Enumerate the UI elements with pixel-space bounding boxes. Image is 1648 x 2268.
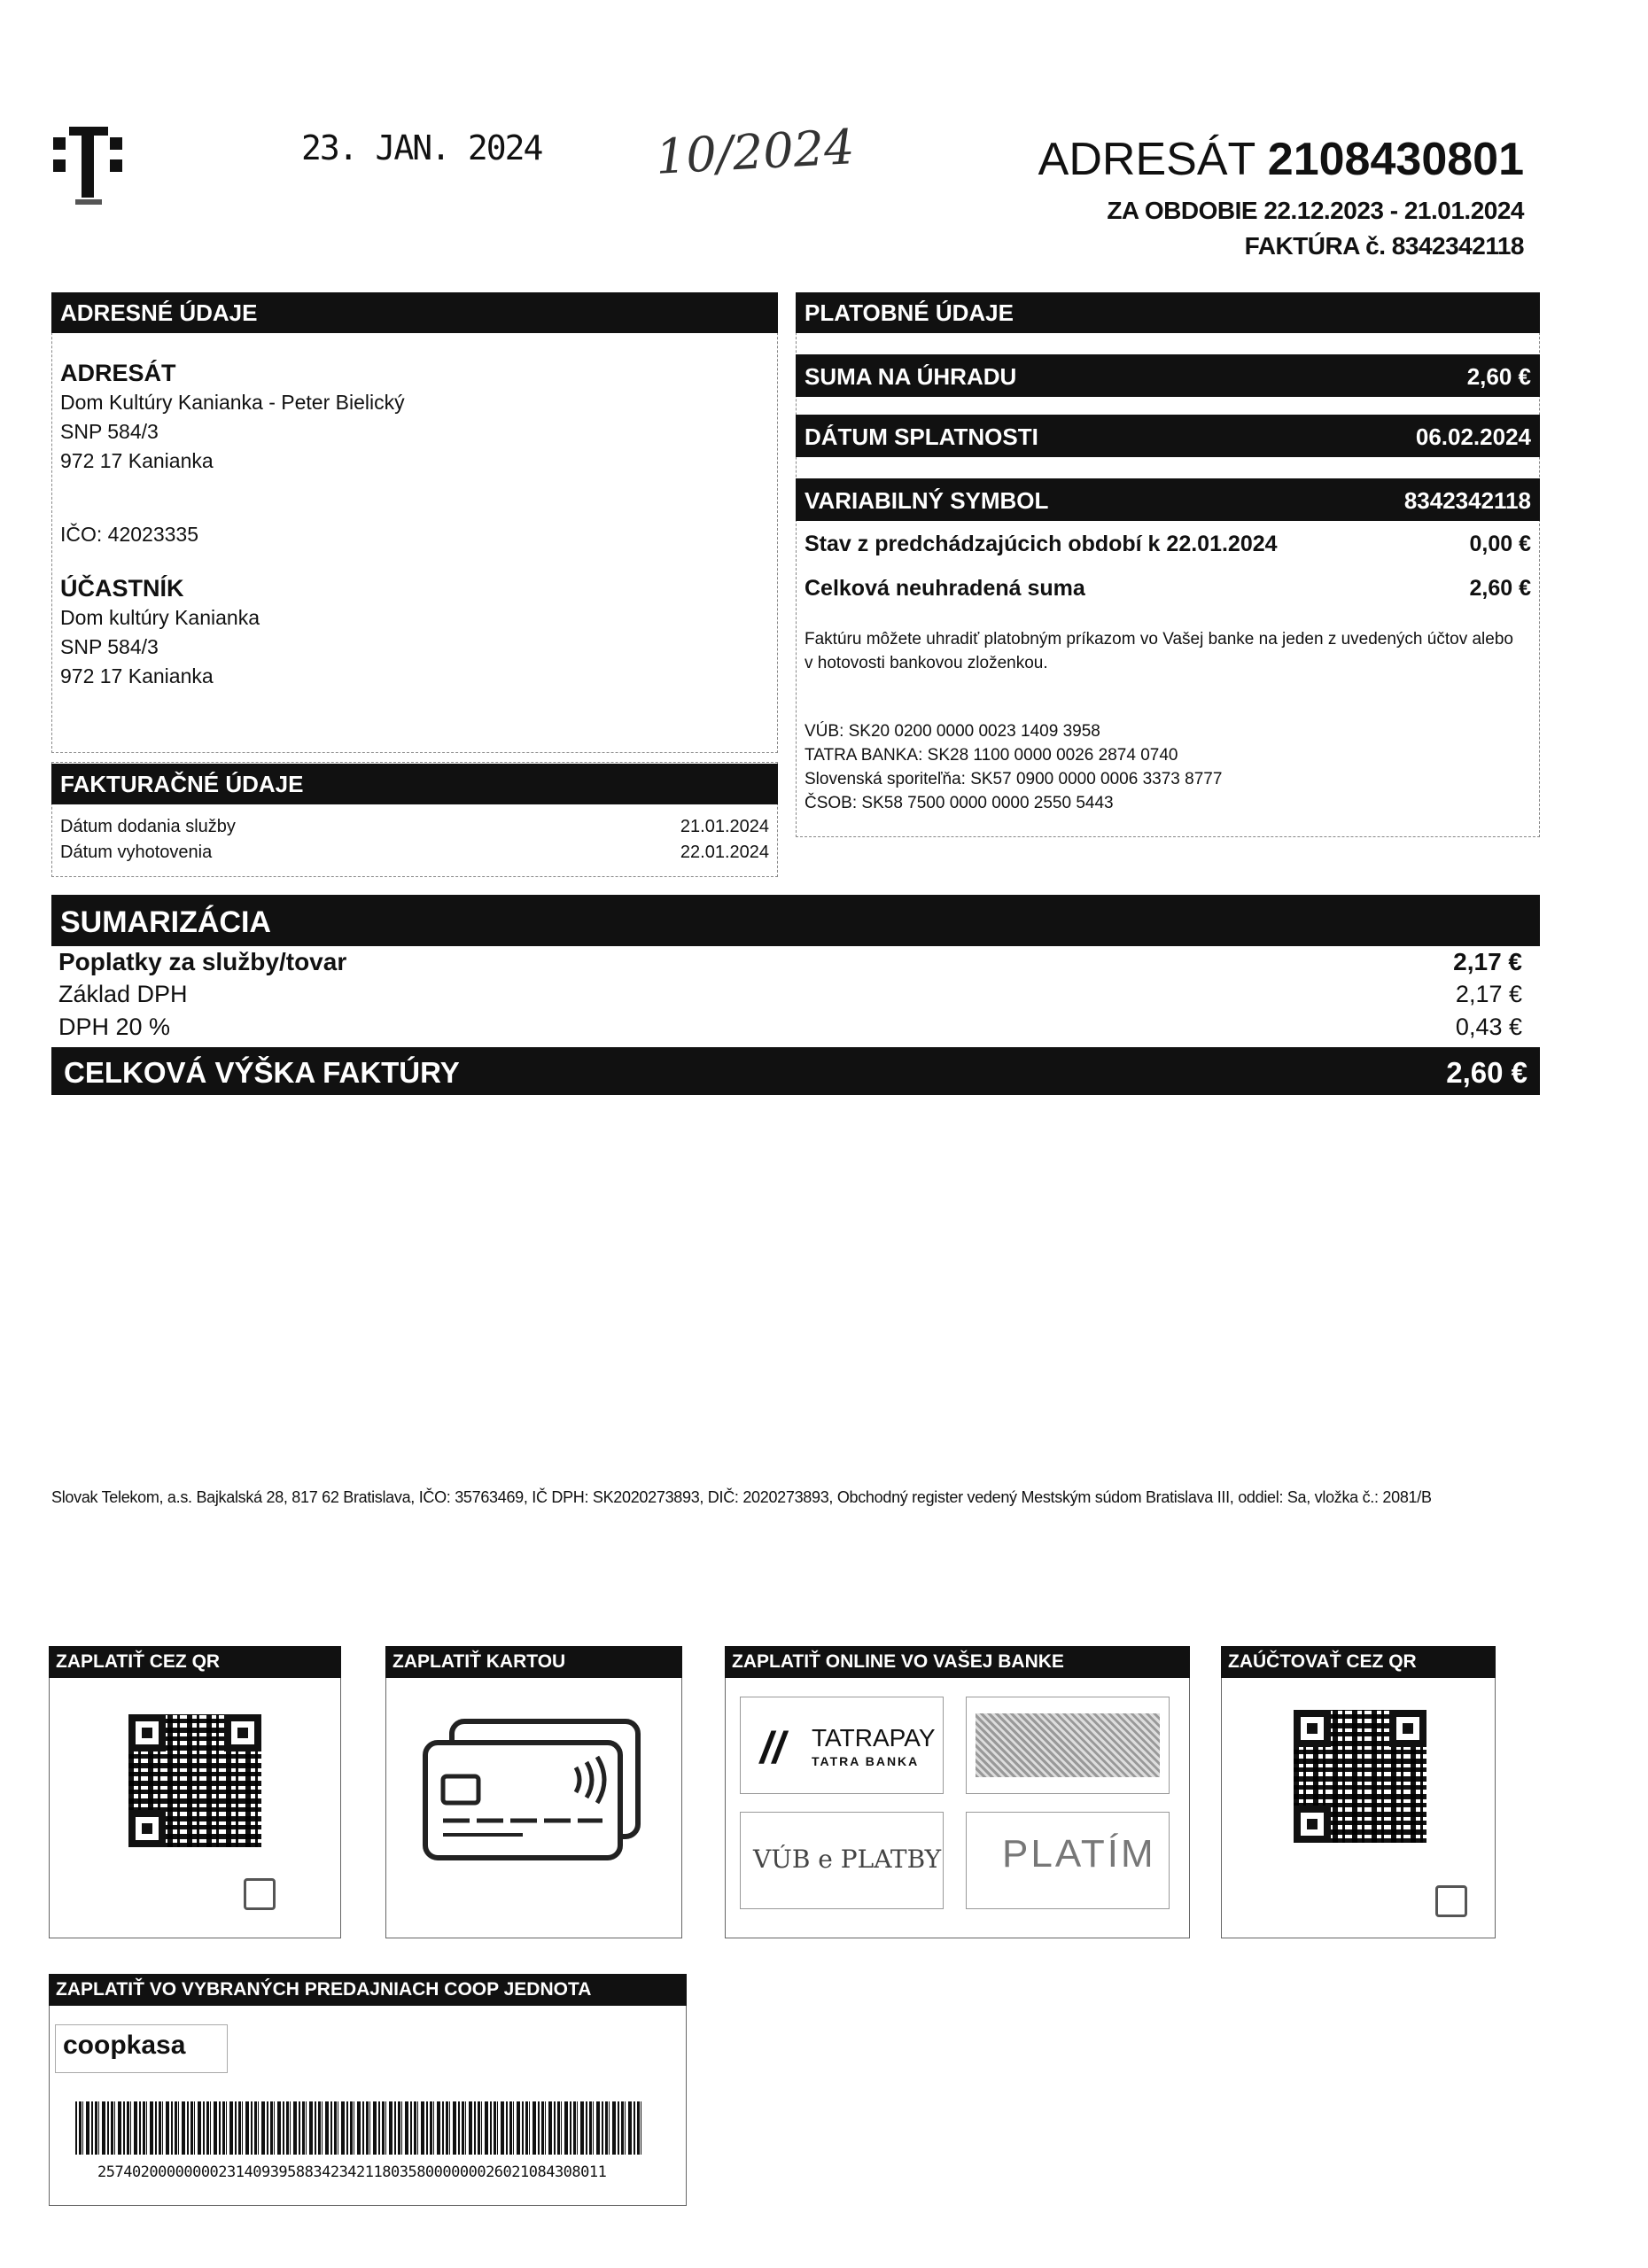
barcode-number: 25740200000000231409395883423421180358000000026021084308011 (97, 2163, 607, 2181)
variable-symbol-bar: VARIABILNÝ SYMBOL 8342342118 (796, 478, 1540, 521)
payment-section-title: PLATOBNÉ ÚDAJE (796, 292, 1540, 333)
tatrapay-button[interactable] (740, 1697, 944, 1794)
amount-due-bar: SUMA NA ÚHRADU 2,60 € (796, 354, 1540, 397)
adresat-line: 972 17 Kanianka (60, 449, 214, 472)
unpaid-total-row: Celková neuhradená suma 2,60 € (805, 576, 1531, 601)
coop-title: ZAPLATIŤ VO VYBRANÝCH PREDAJNIACH COOP JEDNOTA (49, 1974, 687, 2006)
adresat-heading (1038, 133, 1524, 186)
tatrapay-name: TATRAPAY (812, 1724, 936, 1751)
ucastnik-line: SNP 584/3 (60, 635, 159, 658)
sporopay-button[interactable] (966, 1697, 1170, 1794)
handwritten-note: 10/2024 (654, 119, 856, 185)
invoice-number: FAKTÚRA č. 8342342118 (1244, 232, 1524, 260)
billing-row: Dátum vyhotovenia 22.01.2024 (60, 843, 769, 862)
credit-card-icon (416, 1714, 647, 1869)
pay-card-title: ZAPLATIŤ KARTOU (385, 1646, 682, 1678)
adresat-number: 2108430801 (1267, 134, 1524, 185)
ucastnik-line: 972 17 Kanianka (60, 664, 214, 687)
invoice-total-bar: CELKOVÁ VÝŠKA FAKTÚRY 2,60 € (51, 1047, 1540, 1095)
billing-row: Dátum dodania služby 21.01.2024 (60, 817, 769, 836)
summary-section-title: SUMARIZÁCIA (51, 895, 1540, 946)
payment-note: Faktúru môžete uhradiť platobným príkazom vo Vašej banke na jeden z uvedených účtov alebo v hotovosti bankovou zloženkou. (805, 630, 1513, 672)
adresat-label: ADRESÁT (60, 360, 176, 386)
address-content (60, 359, 405, 691)
variable-symbol-value: 8342342118 (1403, 487, 1531, 514)
summary-row: Základ DPH 2,17 € (58, 981, 1522, 1007)
vub-eplatby-button[interactable] (740, 1812, 944, 1909)
previous-balance-row: Stav z predchádzajúcich období k 22.01.2024 0,00 € (805, 532, 1531, 556)
bank-account: TATRA BANKA: SK28 1100 0000 0026 2874 0740 (805, 746, 1178, 765)
coopkasa-logo-text: coopkasa (63, 2031, 186, 2060)
billing-period: ZA OBDOBIE 22.12.2023 - 21.01.2024 (1107, 197, 1524, 224)
due-date-bar: DÁTUM SPLATNOSTI 06.02.2024 (796, 415, 1540, 457)
adresat-line: SNP 584/3 (60, 420, 159, 443)
address-section-title: ADRESNÉ ÚDAJE (51, 292, 778, 333)
coopkasa-logo (55, 2024, 228, 2073)
platim-button[interactable] (966, 1812, 1170, 1909)
pay-online-title: ZAPLATIŤ ONLINE VO VAŠEJ BANKE (725, 1646, 1190, 1678)
invoice-total-value: 2,60 € (1446, 1056, 1528, 1089)
company-footer: Slovak Telekom, a.s. Bajkalská 28, 817 62 Bratislava, IČO: 35763469, IČ DPH: SK2020273893, DIČ: 2020273893, Obchodný register vedený Mestským súdom Bratislava III, oddiel: Sa, vložka č.: 2081/B (51, 1488, 1432, 1506)
adresat-line: Dom Kultúry Kanianka - Peter Bielický (60, 391, 405, 414)
vub-eplatby-label: VÚB e PLATBY (753, 1845, 942, 1874)
received-stamp-date: 23. JAN. 2024 (301, 128, 542, 167)
bank-account: Slovenská sporiteľňa: SK57 0900 0000 0006 3373 8777 (805, 770, 1223, 788)
summary-row: Poplatky za služby/tovar 2,17 € (58, 948, 1522, 975)
ucastnik-line: Dom kultúry Kanianka (60, 606, 260, 629)
tatrapay-sub: TATRA BANKA (812, 1754, 920, 1768)
ucastnik-label: ÚČASTNÍK (60, 575, 184, 602)
bank-accounts (805, 719, 1222, 815)
invoice-qr-code (1294, 1710, 1426, 1843)
invoice-qr-title: ZAÚČTOVAŤ CEZ QR (1221, 1646, 1496, 1678)
tatrapay-logo-icon: // (760, 1723, 785, 1773)
due-date-value: 06.02.2024 (1415, 423, 1531, 450)
invoice-by-square-icon (1435, 1885, 1467, 1917)
summary-row: DPH 20 % 0,43 € (58, 1014, 1522, 1040)
bank-account: ČSOB: SK58 7500 0000 0000 2550 5443 (805, 794, 1114, 812)
amount-due-value: 2,60 € (1466, 363, 1531, 390)
adresat-prefix: ADRESÁT (1038, 134, 1255, 185)
platim-label: PLATÍM (1002, 1832, 1156, 1876)
payment-qr-code (128, 1714, 261, 1847)
pay-by-square-icon (244, 1878, 276, 1910)
telekom-logo (53, 111, 124, 213)
billing-section-title: FAKTURAČNÉ ÚDAJE (51, 764, 778, 804)
bank-account: VÚB: SK20 0200 0000 0023 1409 3958 (805, 722, 1100, 741)
coop-barcode (75, 2101, 642, 2155)
sporopay-logo (976, 1713, 1160, 1777)
ico: IČO: 42023335 (60, 523, 199, 546)
pay-qr-title: ZAPLATIŤ CEZ QR (49, 1646, 341, 1678)
